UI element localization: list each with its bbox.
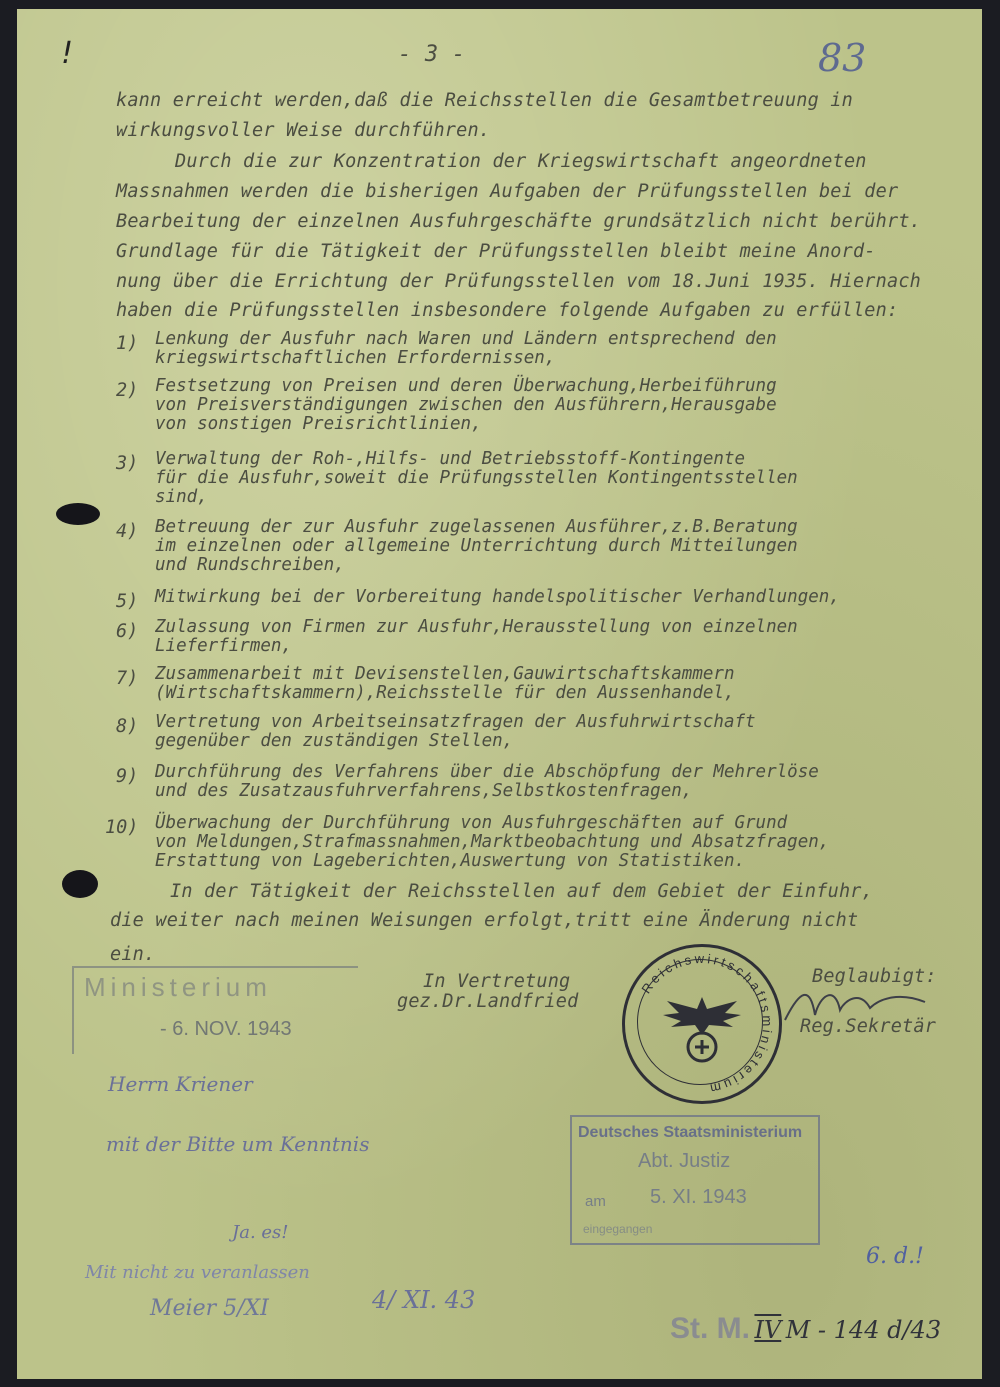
body-line: Massnahmen werden die bisherigen Aufgaben der Prüfungsstellen bei der — [116, 181, 899, 202]
signature-scribble — [780, 980, 930, 1030]
handwritten-note: Herrn Kriener — [108, 1072, 253, 1096]
staatsministerium-title: Deutsches Staatsministerium — [578, 1124, 803, 1141]
item-number: 10) — [105, 817, 139, 838]
ministerium-stamp-date: - 6. NOV. 1943 — [160, 1018, 292, 1040]
item-text: Mitwirkung bei der Vorbereitung handelspolitischer Verhandlungen, — [155, 587, 840, 607]
punch-hole — [62, 870, 98, 898]
item-number: 2) — [116, 380, 139, 401]
page-number: - 3 - — [398, 42, 466, 67]
item-number: 9) — [116, 766, 139, 787]
body-line: wirkungsvoller Weise durchführen. — [116, 120, 491, 141]
body-line: haben die Prüfungsstellen insbesondere folgende Aufgaben zu erfüllen: — [116, 300, 899, 321]
item-number: 5) — [116, 591, 139, 612]
item-number: 7) — [116, 668, 139, 689]
staatsministerium-date: 5. XI. 1943 — [650, 1186, 747, 1208]
reference-number — [670, 1312, 941, 1346]
handwritten-note: Ja. es! — [232, 1222, 289, 1243]
official-title: Reg.Sekretär — [800, 1016, 937, 1037]
item-text: Vertretung von Arbeitseinsatzfragen der Ausfuhrwirtschaft gegenüber den zuständigen Stellen, — [155, 712, 756, 751]
body-line: kann erreicht werden,daß die Reichsstellen die Gesamtbetreuung in — [116, 90, 853, 111]
handwritten-note: Mit nicht zu veranlassen — [85, 1262, 310, 1283]
closing-line: In der Tätigkeit der Reichsstellen auf dem Gebiet der Einfuhr, — [170, 881, 873, 902]
closing-line: die weiter nach meinen Weisungen erfolgt,tritt eine Änderung nicht — [110, 910, 859, 931]
item-number: 8) — [116, 716, 139, 737]
item-text: Überwachung der Durchführung von Ausfuhrgeschäften auf Grund von Meldungen,Strafmassnahmen,Marktbeobachtung und Absatzfragen, Erstattung von Lageberichten,Auswertung von Statistiken. — [155, 813, 830, 871]
staatsministerium-footer: eingegangen — [583, 1222, 653, 1236]
ministry-seal — [622, 944, 782, 1104]
handwritten-note: Meier 5/XI — [150, 1296, 269, 1321]
eagle-icon — [657, 987, 747, 1067]
ministerium-stamp-title: Ministerium — [84, 972, 272, 1002]
handwritten-initial: 6. d.! — [866, 1244, 924, 1269]
ink-blot — [56, 503, 100, 525]
body-line: nung über die Errichtung der Prüfungsstellen vom 18.Juni 1935. Hiernach — [116, 271, 921, 292]
item-text: Festsetzung von Preisen und deren Überwachung,Herbeiführung von Preisverständigungen zwischen den Ausführern,Herausgabe von sonstigen Preisrichtlinien, — [155, 376, 777, 434]
item-number: 3) — [116, 453, 139, 474]
item-text: Zulassung von Firmen zur Ausfuhr,Herausstellung von einzelnen Lieferfirmen, — [155, 617, 798, 656]
edge-mark: ! — [58, 36, 77, 71]
body-line: Bearbeitung der einzelnen Ausfuhrgeschäfte grundsätzlich nicht berührt. — [116, 211, 921, 232]
signature-name: gez.Dr.Landfried — [397, 991, 579, 1012]
item-text: Verwaltung der Roh-,Hilfs- und Betriebsstoff-Kontingente für die Ausfuhr,soweit die Prüfungsstellen Kontingentsstellen sind, — [155, 449, 798, 507]
item-number: 1) — [116, 333, 139, 354]
item-text: Betreuung der zur Ausfuhr zugelassenen Ausführer,z.B.Beratung im einzelnen oder allgemeine Unterrichtung durch Mitteilungen und Rundschreiben, — [155, 517, 798, 575]
item-text: Durchführung des Verfahrens über die Abschöpfung der Mehrerlöse und des Zusatzausfuhrverfahrens,Selbstkostenfragen, — [155, 762, 819, 801]
reference-prefix: St. M. — [670, 1312, 750, 1345]
item-text: Zusammenarbeit mit Devisenstellen,Gauwirtschaftskammern (Wirtschaftskammern),Reichsstelle für den Aussenhandel, — [155, 664, 735, 703]
reference-roman: IV — [754, 1316, 782, 1344]
certified-label: Beglaubigt: — [812, 966, 937, 987]
item-number: 6) — [116, 621, 139, 642]
folio-number: 83 — [818, 36, 867, 80]
handwritten-date: 4/ XI. 43 — [372, 1286, 476, 1314]
item-text: Lenkung der Ausfuhr nach Waren und Ländern entsprechend den kriegswirtschaftlichen Erfordernissen, — [155, 329, 777, 368]
closing-line: ein. — [110, 944, 156, 965]
handwritten-note: mit der Bitte um Kenntnis — [106, 1132, 370, 1156]
body-line: Durch die zur Konzentration der Kriegswirtschaft angeordneten — [175, 151, 867, 172]
signature-line: In Vertretung — [423, 971, 571, 992]
staatsministerium-dept: Abt. Justiz — [638, 1150, 731, 1172]
item-number: 4) — [116, 521, 139, 542]
reference-code: M - 144 d/43 — [785, 1316, 942, 1344]
staatsministerium-prefix: am — [585, 1193, 606, 1210]
body-line: Grundlage für die Tätigkeit der Prüfungsstellen bleibt meine Anord- — [116, 241, 876, 262]
seal-text: Reichswirtschaftsministerium — [638, 950, 776, 1097]
